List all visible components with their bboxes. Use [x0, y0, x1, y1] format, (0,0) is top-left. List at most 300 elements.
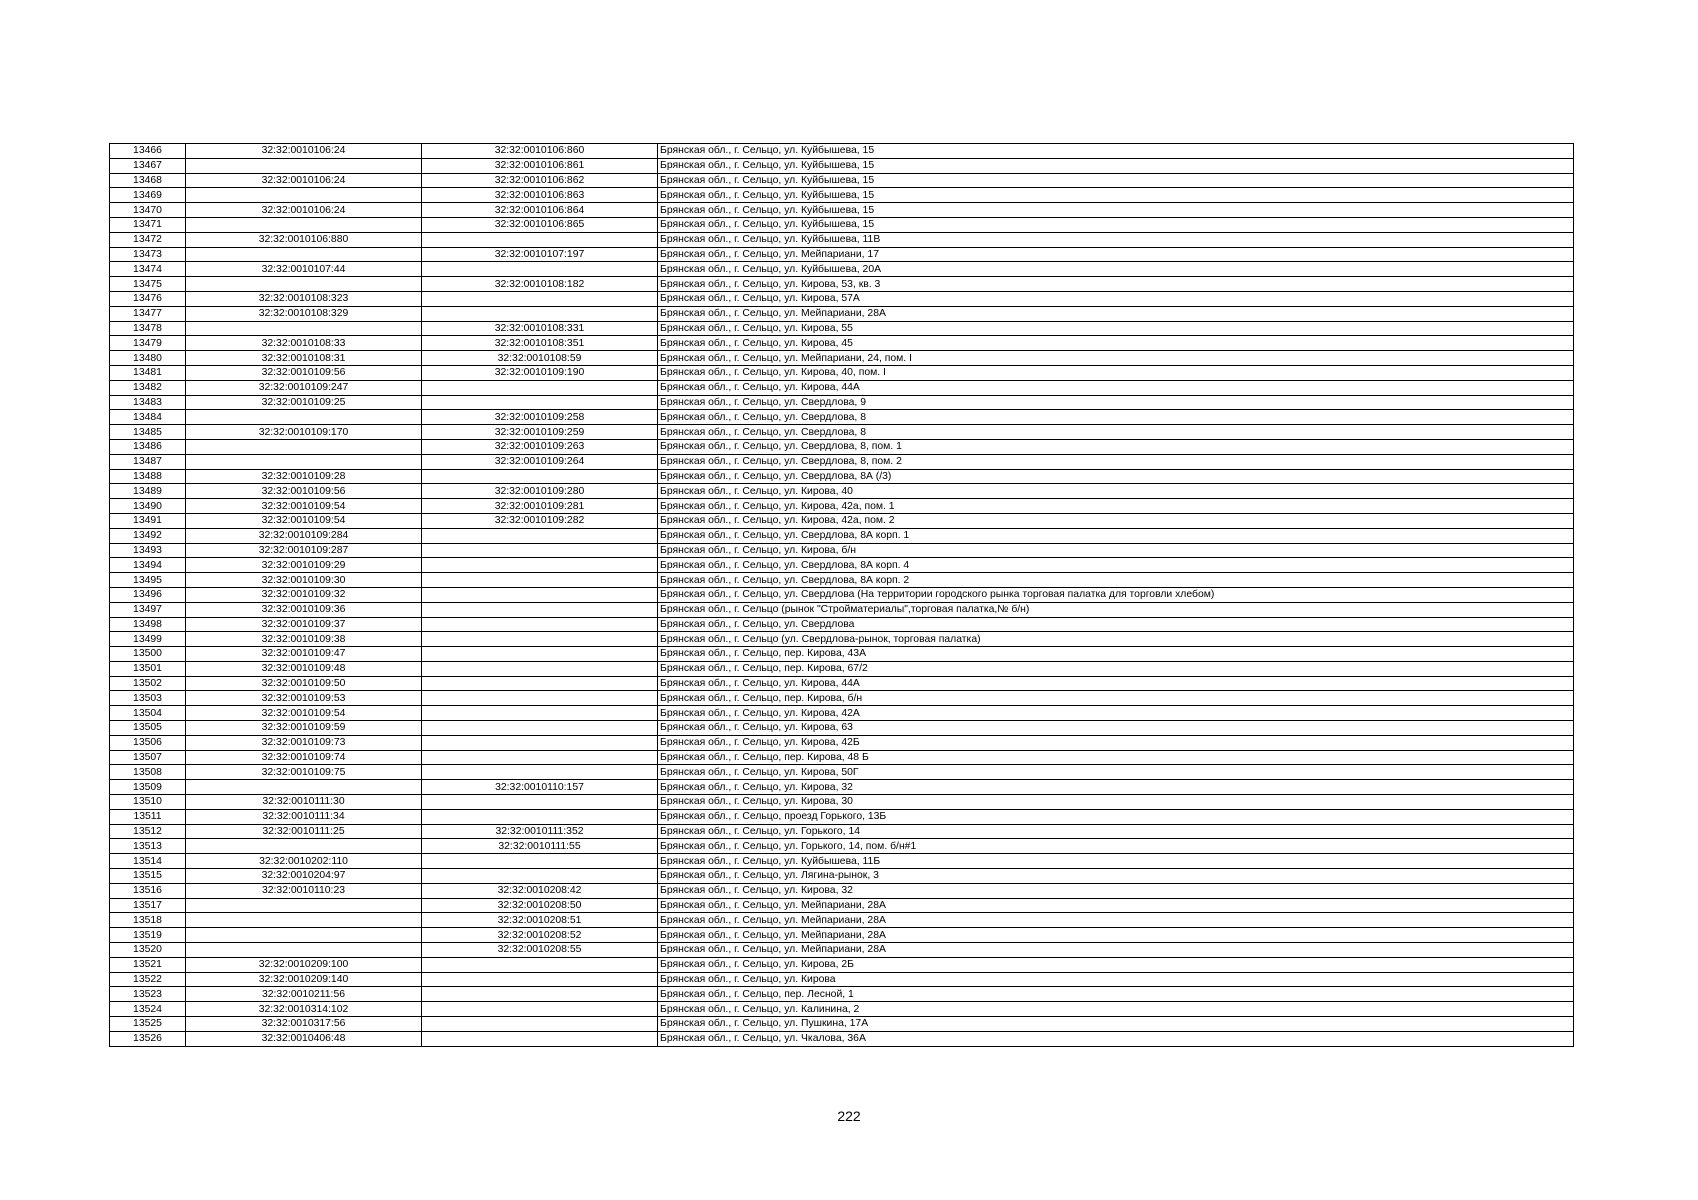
row-number-cell: 13521	[110, 957, 186, 972]
object-number-cell: 32:32:0010111:55	[422, 839, 658, 854]
object-number-cell	[422, 987, 658, 1002]
object-number-cell: 32:32:0010110:157	[422, 780, 658, 795]
object-number-cell: 32:32:0010109:259	[422, 425, 658, 440]
object-number-cell: 32:32:0010109:280	[422, 484, 658, 499]
parcel-number-cell	[186, 158, 422, 173]
object-number-cell	[422, 647, 658, 662]
object-number-cell	[422, 1002, 658, 1017]
table-row	[110, 647, 1574, 662]
table-row	[110, 617, 1574, 632]
parcel-number-cell: 32:32:0010111:25	[186, 824, 422, 839]
parcel-number-cell: 32:32:0010106:24	[186, 203, 422, 218]
object-number-cell	[422, 735, 658, 750]
address-cell: Брянская обл., г. Сельцо, ул. Куйбышева, 11Б	[658, 854, 1574, 869]
address-cell: Брянская обл., г. Сельцо, ул. Мейпариани, 28А	[658, 928, 1574, 943]
row-number-cell: 13497	[110, 602, 186, 617]
object-number-cell	[422, 706, 658, 721]
parcel-number-cell: 32:32:0010109:170	[186, 425, 422, 440]
row-number-cell: 13494	[110, 558, 186, 573]
row-number-cell: 13476	[110, 291, 186, 306]
address-cell: Брянская обл., г. Сельцо, пер. Кирова, 67/2	[658, 661, 1574, 676]
object-number-cell	[422, 972, 658, 987]
row-number-cell: 13511	[110, 809, 186, 824]
row-number-cell: 13473	[110, 247, 186, 262]
parcel-number-cell	[186, 277, 422, 292]
address-cell: Брянская обл., г. Сельцо, ул. Кирова, 42а, пом. 2	[658, 513, 1574, 528]
row-number-cell: 13483	[110, 395, 186, 410]
parcel-number-cell: 32:32:0010209:140	[186, 972, 422, 987]
row-number-cell: 13474	[110, 262, 186, 277]
object-number-cell	[422, 262, 658, 277]
table-row	[110, 928, 1574, 943]
object-number-cell	[422, 1031, 658, 1046]
parcel-number-cell: 32:32:0010109:37	[186, 617, 422, 632]
table-row	[110, 573, 1574, 588]
parcel-number-cell: 32:32:0010109:48	[186, 661, 422, 676]
table-row	[110, 987, 1574, 1002]
table-row	[110, 824, 1574, 839]
table-row	[110, 484, 1574, 499]
parcel-number-cell: 32:32:0010109:47	[186, 647, 422, 662]
object-number-cell: 32:32:0010109:258	[422, 410, 658, 425]
address-cell: Брянская обл., г. Сельцо, ул. Кирова, б/н	[658, 543, 1574, 558]
address-cell: Брянская обл., г. Сельцо, ул. Куйбышева, 15	[658, 217, 1574, 232]
parcel-number-cell: 32:32:0010109:53	[186, 691, 422, 706]
address-cell: Брянская обл., г. Сельцо, ул. Кирова, 40	[658, 484, 1574, 499]
address-cell: Брянская обл., г. Сельцо, ул. Свердлова, 8, пом. 1	[658, 439, 1574, 454]
address-cell: Брянская обл., г. Сельцо (ул. Свердлова-рынок, торговая палатка)	[658, 632, 1574, 647]
parcel-number-cell: 32:32:0010406:48	[186, 1031, 422, 1046]
table-row	[110, 780, 1574, 795]
row-number-cell: 13489	[110, 484, 186, 499]
row-number-cell: 13484	[110, 410, 186, 425]
parcel-number-cell: 32:32:0010109:30	[186, 573, 422, 588]
address-cell: Брянская обл., г. Сельцо, ул. Кирова, 57А	[658, 291, 1574, 306]
object-number-cell: 32:32:0010108:351	[422, 336, 658, 351]
table-row	[110, 439, 1574, 454]
row-number-cell: 13498	[110, 617, 186, 632]
object-number-cell: 32:32:0010108:331	[422, 321, 658, 336]
address-cell: Брянская обл., г. Сельцо, пер. Кирова, 48 Б	[658, 750, 1574, 765]
parcel-number-cell	[186, 913, 422, 928]
object-number-cell: 32:32:0010109:263	[422, 439, 658, 454]
address-cell: Брянская обл., г. Сельцо, проезд Горького, 13Б	[658, 809, 1574, 824]
object-number-cell	[422, 809, 658, 824]
parcel-number-cell: 32:32:0010109:54	[186, 499, 422, 514]
address-cell: Брянская обл., г. Сельцо, ул. Кирова, 32	[658, 780, 1574, 795]
parcel-number-cell	[186, 188, 422, 203]
address-cell: Брянская обл., г. Сельцо, ул. Свердлова, 8	[658, 410, 1574, 425]
parcel-number-cell: 32:32:0010314:102	[186, 1002, 422, 1017]
row-number-cell: 13522	[110, 972, 186, 987]
table-row	[110, 188, 1574, 203]
row-number-cell: 13487	[110, 454, 186, 469]
row-number-cell: 13501	[110, 661, 186, 676]
table-row	[110, 972, 1574, 987]
parcel-number-cell: 32:32:0010109:75	[186, 765, 422, 780]
row-number-cell: 13500	[110, 647, 186, 662]
object-number-cell	[422, 573, 658, 588]
parcel-number-cell: 32:32:0010109:29	[186, 558, 422, 573]
table-row	[110, 913, 1574, 928]
table-row	[110, 854, 1574, 869]
object-number-cell	[422, 469, 658, 484]
table-row	[110, 632, 1574, 647]
table-row	[110, 898, 1574, 913]
row-number-cell: 13490	[110, 499, 186, 514]
row-number-cell: 13478	[110, 321, 186, 336]
table-row	[110, 706, 1574, 721]
object-number-cell	[422, 765, 658, 780]
page-number: 222	[837, 1108, 861, 1124]
table-row	[110, 217, 1574, 232]
address-cell: Брянская обл., г. Сельцо, ул. Мейпариани, 28А	[658, 943, 1574, 958]
row-number-cell: 13517	[110, 898, 186, 913]
row-number-cell: 13486	[110, 439, 186, 454]
parcel-number-cell: 32:32:0010111:34	[186, 809, 422, 824]
parcel-number-cell	[186, 247, 422, 262]
address-cell: Брянская обл., г. Сельцо, ул. Куйбышева, 15	[658, 144, 1574, 159]
parcel-number-cell	[186, 943, 422, 958]
registry-table-body	[110, 144, 1574, 1047]
row-number-cell: 13508	[110, 765, 186, 780]
row-number-cell: 13524	[110, 1002, 186, 1017]
row-number-cell: 13493	[110, 543, 186, 558]
table-row	[110, 262, 1574, 277]
row-number-cell: 13515	[110, 869, 186, 884]
address-cell: Брянская обл., г. Сельцо (рынок "Стройматериалы",торговая палатка,№ б/н)	[658, 602, 1574, 617]
address-cell: Брянская обл., г. Сельцо, ул. Мейпариани, 28А	[658, 898, 1574, 913]
object-number-cell	[422, 395, 658, 410]
address-cell: Брянская обл., г. Сельцо, ул. Чкалова, 36А	[658, 1031, 1574, 1046]
table-row	[110, 883, 1574, 898]
parcel-number-cell	[186, 928, 422, 943]
table-row	[110, 765, 1574, 780]
parcel-number-cell: 32:32:0010109:56	[186, 365, 422, 380]
address-cell: Брянская обл., г. Сельцо, пер. Кирова, 43А	[658, 647, 1574, 662]
parcel-number-cell: 32:32:0010109:25	[186, 395, 422, 410]
table-row	[110, 513, 1574, 528]
address-cell: Брянская обл., г. Сельцо, ул. Куйбышева, 11В	[658, 232, 1574, 247]
object-number-cell	[422, 528, 658, 543]
object-number-cell: 32:32:0010208:52	[422, 928, 658, 943]
parcel-number-cell: 32:32:0010108:329	[186, 306, 422, 321]
object-number-cell	[422, 291, 658, 306]
object-number-cell: 32:32:0010106:865	[422, 217, 658, 232]
parcel-number-cell: 32:32:0010109:38	[186, 632, 422, 647]
object-number-cell	[422, 957, 658, 972]
row-number-cell: 13480	[110, 351, 186, 366]
table-row	[110, 528, 1574, 543]
object-number-cell: 32:32:0010106:862	[422, 173, 658, 188]
table-row	[110, 676, 1574, 691]
table-row	[110, 158, 1574, 173]
parcel-number-cell	[186, 780, 422, 795]
address-cell: Брянская обл., г. Сельцо, ул. Кирова, 42Б	[658, 735, 1574, 750]
table-row	[110, 410, 1574, 425]
row-number-cell: 13523	[110, 987, 186, 1002]
row-number-cell: 13505	[110, 721, 186, 736]
address-cell: Брянская обл., г. Сельцо, ул. Кирова	[658, 972, 1574, 987]
parcel-number-cell: 32:32:0010109:28	[186, 469, 422, 484]
address-cell: Брянская обл., г. Сельцо, ул. Кирова, 42а, пом. 1	[658, 499, 1574, 514]
table-row	[110, 1017, 1574, 1032]
address-cell: Брянская обл., г. Сельцо, ул. Калинина, 2	[658, 1002, 1574, 1017]
row-number-cell: 13481	[110, 365, 186, 380]
parcel-number-cell: 32:32:0010209:100	[186, 957, 422, 972]
address-cell: Брянская обл., г. Сельцо, ул. Мейпариани, 28А	[658, 913, 1574, 928]
object-number-cell: 32:32:0010108:59	[422, 351, 658, 366]
table-row	[110, 203, 1574, 218]
table-row	[110, 721, 1574, 736]
table-row	[110, 144, 1574, 159]
object-number-cell: 32:32:0010109:190	[422, 365, 658, 380]
address-cell: Брянская обл., г. Сельцо, ул. Свердлова, 8	[658, 425, 1574, 440]
table-row	[110, 839, 1574, 854]
row-number-cell: 13518	[110, 913, 186, 928]
address-cell: Брянская обл., г. Сельцо, ул. Кирова, 40, пом. I	[658, 365, 1574, 380]
table-row	[110, 499, 1574, 514]
object-number-cell	[422, 676, 658, 691]
parcel-number-cell: 32:32:0010109:32	[186, 587, 422, 602]
address-cell: Брянская обл., г. Сельцо, ул. Куйбышева, 20А	[658, 262, 1574, 277]
address-cell: Брянская обл., г. Сельцо, ул. Кирова, 55	[658, 321, 1574, 336]
row-number-cell: 13502	[110, 676, 186, 691]
row-number-cell: 13466	[110, 144, 186, 159]
address-cell: Брянская обл., г. Сельцо, ул. Мейпариани, 28А	[658, 306, 1574, 321]
parcel-number-cell: 32:32:0010211:56	[186, 987, 422, 1002]
row-number-cell: 13509	[110, 780, 186, 795]
object-number-cell: 32:32:0010106:860	[422, 144, 658, 159]
row-number-cell: 13467	[110, 158, 186, 173]
row-number-cell: 13526	[110, 1031, 186, 1046]
object-number-cell: 32:32:0010109:282	[422, 513, 658, 528]
parcel-number-cell: 32:32:0010109:73	[186, 735, 422, 750]
object-number-cell	[422, 232, 658, 247]
row-number-cell: 13492	[110, 528, 186, 543]
object-number-cell	[422, 869, 658, 884]
parcel-number-cell: 32:32:0010317:56	[186, 1017, 422, 1032]
address-cell: Брянская обл., г. Сельцо, ул. Кирова, 50Г	[658, 765, 1574, 780]
table-row	[110, 469, 1574, 484]
parcel-number-cell: 32:32:0010108:323	[186, 291, 422, 306]
row-number-cell: 13477	[110, 306, 186, 321]
object-number-cell	[422, 306, 658, 321]
object-number-cell	[422, 661, 658, 676]
row-number-cell: 13496	[110, 587, 186, 602]
table-row	[110, 602, 1574, 617]
object-number-cell: 32:32:0010208:42	[422, 883, 658, 898]
object-number-cell	[422, 543, 658, 558]
parcel-number-cell	[186, 410, 422, 425]
address-cell: Брянская обл., г. Сельцо, ул. Кирова, 42А	[658, 706, 1574, 721]
object-number-cell	[422, 1017, 658, 1032]
row-number-cell: 13514	[110, 854, 186, 869]
address-cell: Брянская обл., г. Сельцо, ул. Кирова, 30	[658, 795, 1574, 810]
row-number-cell: 13468	[110, 173, 186, 188]
row-number-cell: 13516	[110, 883, 186, 898]
parcel-number-cell: 32:32:0010109:36	[186, 602, 422, 617]
address-cell: Брянская обл., г. Сельцо, ул. Горького, 14	[658, 824, 1574, 839]
row-number-cell: 13525	[110, 1017, 186, 1032]
row-number-cell: 13470	[110, 203, 186, 218]
object-number-cell	[422, 602, 658, 617]
object-number-cell: 32:32:0010106:861	[422, 158, 658, 173]
parcel-number-cell: 32:32:0010109:54	[186, 513, 422, 528]
address-cell: Брянская обл., г. Сельцо, ул. Кирова, 53, кв. 3	[658, 277, 1574, 292]
registry-table	[109, 143, 1574, 1047]
row-number-cell: 13499	[110, 632, 186, 647]
object-number-cell: 32:32:0010106:864	[422, 203, 658, 218]
table-row	[110, 795, 1574, 810]
address-cell: Брянская обл., г. Сельцо, ул. Свердлова, 8А корп. 2	[658, 573, 1574, 588]
table-row	[110, 351, 1574, 366]
address-cell: Брянская обл., г. Сельцо, ул. Кирова, 63	[658, 721, 1574, 736]
parcel-number-cell: 32:32:0010204:97	[186, 869, 422, 884]
row-number-cell: 13510	[110, 795, 186, 810]
object-number-cell	[422, 691, 658, 706]
object-number-cell	[422, 558, 658, 573]
address-cell: Брянская обл., г. Сельцо, ул. Куйбышева, 15	[658, 173, 1574, 188]
parcel-number-cell: 32:32:0010109:74	[186, 750, 422, 765]
parcel-number-cell	[186, 439, 422, 454]
table-row	[110, 365, 1574, 380]
row-number-cell: 13520	[110, 943, 186, 958]
row-number-cell: 13475	[110, 277, 186, 292]
address-cell: Брянская обл., г. Сельцо, ул. Свердлова, 8А корп. 4	[658, 558, 1574, 573]
address-cell: Брянская обл., г. Сельцо, ул. Пушкина, 17А	[658, 1017, 1574, 1032]
parcel-number-cell: 32:32:0010109:287	[186, 543, 422, 558]
table-row	[110, 321, 1574, 336]
row-number-cell: 13504	[110, 706, 186, 721]
row-number-cell: 13472	[110, 232, 186, 247]
row-number-cell: 13495	[110, 573, 186, 588]
table-row	[110, 291, 1574, 306]
parcel-number-cell: 32:32:0010109:247	[186, 380, 422, 395]
address-cell: Брянская обл., г. Сельцо, ул. Куйбышева, 15	[658, 158, 1574, 173]
address-cell: Брянская обл., г. Сельцо, пер. Лесной, 1	[658, 987, 1574, 1002]
parcel-number-cell: 32:32:0010106:24	[186, 173, 422, 188]
address-cell: Брянская обл., г. Сельцо, ул. Кирова, 32	[658, 883, 1574, 898]
table-row	[110, 735, 1574, 750]
parcel-number-cell: 32:32:0010202:110	[186, 854, 422, 869]
table-row	[110, 425, 1574, 440]
object-number-cell: 32:32:0010208:50	[422, 898, 658, 913]
table-row	[110, 543, 1574, 558]
row-number-cell: 13512	[110, 824, 186, 839]
object-number-cell: 32:32:0010208:55	[422, 943, 658, 958]
table-row	[110, 173, 1574, 188]
table-row	[110, 1031, 1574, 1046]
object-number-cell	[422, 380, 658, 395]
object-number-cell	[422, 750, 658, 765]
parcel-number-cell: 32:32:0010109:59	[186, 721, 422, 736]
address-cell: Брянская обл., г. Сельцо, ул. Куйбышева, 15	[658, 188, 1574, 203]
address-cell: Брянская обл., г. Сельцо, ул. Кирова, 2Б	[658, 957, 1574, 972]
parcel-number-cell: 32:32:0010110:23	[186, 883, 422, 898]
parcel-number-cell: 32:32:0010108:31	[186, 351, 422, 366]
table-row	[110, 277, 1574, 292]
object-number-cell	[422, 854, 658, 869]
address-cell: Брянская обл., г. Сельцо, пер. Кирова, б/н	[658, 691, 1574, 706]
table-row	[110, 1002, 1574, 1017]
parcel-number-cell: 32:32:0010109:54	[186, 706, 422, 721]
table-row	[110, 558, 1574, 573]
table-row	[110, 232, 1574, 247]
table-row	[110, 943, 1574, 958]
object-number-cell: 32:32:0010109:264	[422, 454, 658, 469]
object-number-cell: 32:32:0010107:197	[422, 247, 658, 262]
parcel-number-cell: 32:32:0010107:44	[186, 262, 422, 277]
table-row	[110, 247, 1574, 262]
table-row	[110, 957, 1574, 972]
object-number-cell	[422, 721, 658, 736]
table-row	[110, 869, 1574, 884]
address-cell: Брянская обл., г. Сельцо, ул. Кирова, 45	[658, 336, 1574, 351]
parcel-number-cell: 32:32:0010106:24	[186, 144, 422, 159]
address-cell: Брянская обл., г. Сельцо, ул. Мейпариани, 17	[658, 247, 1574, 262]
table-row	[110, 306, 1574, 321]
address-cell: Брянская обл., г. Сельцо, ул. Свердлова (На территории городского рынка торговая палатка для торговли хлебом)	[658, 587, 1574, 602]
address-cell: Брянская обл., г. Сельцо, ул. Свердлова, 8А корп. 1	[658, 528, 1574, 543]
row-number-cell: 13503	[110, 691, 186, 706]
row-number-cell: 13513	[110, 839, 186, 854]
row-number-cell: 13485	[110, 425, 186, 440]
address-cell: Брянская обл., г. Сельцо, ул. Кирова, 44А	[658, 676, 1574, 691]
parcel-number-cell	[186, 217, 422, 232]
row-number-cell: 13491	[110, 513, 186, 528]
parcel-number-cell	[186, 839, 422, 854]
table-row	[110, 691, 1574, 706]
object-number-cell	[422, 632, 658, 647]
row-number-cell: 13482	[110, 380, 186, 395]
row-number-cell: 13507	[110, 750, 186, 765]
parcel-number-cell: 32:32:0010106:880	[186, 232, 422, 247]
address-cell: Брянская обл., г. Сельцо, ул. Свердлова, 8А (/3)	[658, 469, 1574, 484]
table-row	[110, 395, 1574, 410]
object-number-cell: 32:32:0010111:352	[422, 824, 658, 839]
parcel-number-cell: 32:32:0010109:284	[186, 528, 422, 543]
row-number-cell: 13479	[110, 336, 186, 351]
object-number-cell	[422, 795, 658, 810]
object-number-cell	[422, 587, 658, 602]
address-cell: Брянская обл., г. Сельцо, ул. Куйбышева, 15	[658, 203, 1574, 218]
row-number-cell: 13469	[110, 188, 186, 203]
table-row	[110, 809, 1574, 824]
address-cell: Брянская обл., г. Сельцо, ул. Горького, 14, пом. б/н#1	[658, 839, 1574, 854]
row-number-cell: 13471	[110, 217, 186, 232]
parcel-number-cell	[186, 454, 422, 469]
parcel-number-cell	[186, 321, 422, 336]
address-cell: Брянская обл., г. Сельцо, ул. Свердлова, 8, пом. 2	[658, 454, 1574, 469]
table-row	[110, 750, 1574, 765]
parcel-number-cell: 32:32:0010109:56	[186, 484, 422, 499]
parcel-number-cell	[186, 898, 422, 913]
table-row	[110, 380, 1574, 395]
address-cell: Брянская обл., г. Сельцо, ул. Мейпариани, 24, пом. I	[658, 351, 1574, 366]
object-number-cell: 32:32:0010109:281	[422, 499, 658, 514]
object-number-cell	[422, 617, 658, 632]
table-row	[110, 661, 1574, 676]
object-number-cell: 32:32:0010106:863	[422, 188, 658, 203]
object-number-cell: 32:32:0010208:51	[422, 913, 658, 928]
row-number-cell: 13488	[110, 469, 186, 484]
row-number-cell: 13506	[110, 735, 186, 750]
parcel-number-cell: 32:32:0010109:50	[186, 676, 422, 691]
object-number-cell: 32:32:0010108:182	[422, 277, 658, 292]
table-row	[110, 587, 1574, 602]
address-cell: Брянская обл., г. Сельцо, ул. Свердлова	[658, 617, 1574, 632]
